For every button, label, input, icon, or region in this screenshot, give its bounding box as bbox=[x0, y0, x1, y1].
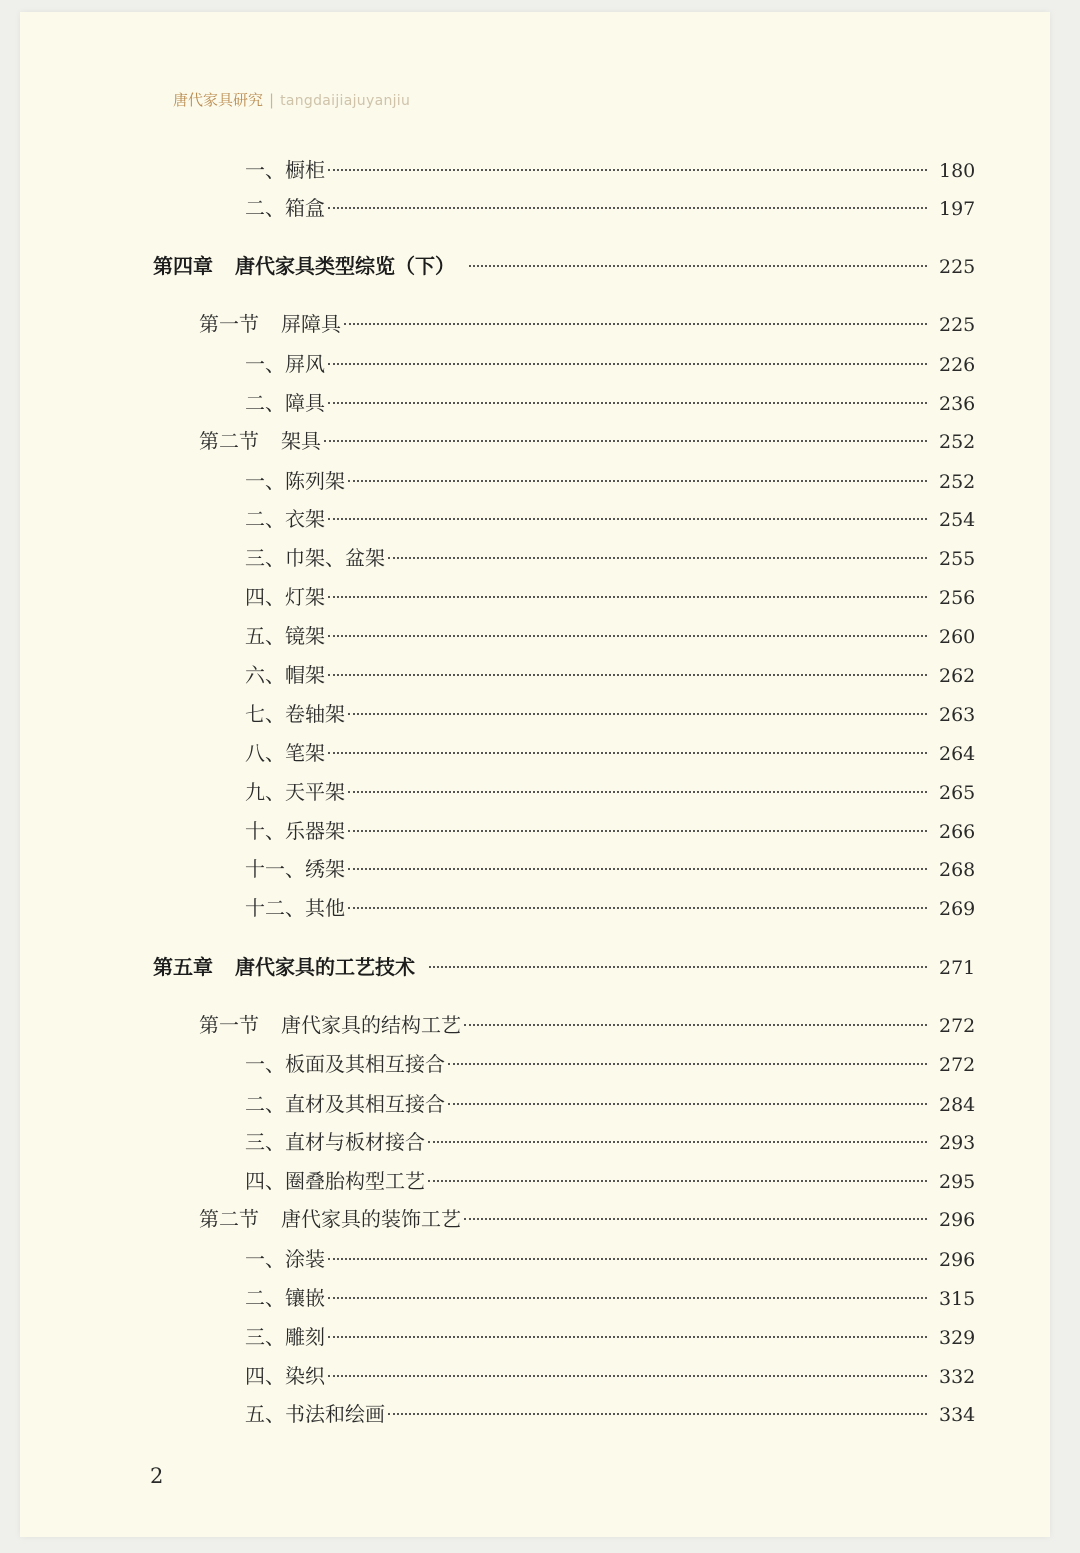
dot-leader bbox=[328, 207, 927, 209]
toc-entry-number: 十、 bbox=[245, 819, 285, 843]
toc-chapter-entry[interactable] bbox=[153, 252, 976, 280]
toc-entry-title: 涂装 bbox=[285, 1247, 325, 1271]
dot-leader bbox=[328, 674, 927, 676]
running-header bbox=[173, 90, 410, 111]
toc-entry-label bbox=[245, 778, 345, 806]
toc-item-entry[interactable] bbox=[245, 855, 976, 883]
dot-leader bbox=[328, 1258, 927, 1260]
toc-item-entry[interactable] bbox=[245, 700, 976, 728]
book-title: 唐代家具研究 bbox=[173, 91, 264, 109]
toc-entry-label bbox=[245, 855, 345, 883]
toc-entry-label bbox=[199, 427, 321, 455]
toc-entry-label bbox=[245, 1128, 425, 1156]
header-separator: | bbox=[269, 91, 275, 109]
toc-entry-title: 巾架、盆架 bbox=[285, 546, 385, 570]
dot-leader bbox=[464, 1024, 927, 1026]
toc-item-entry[interactable] bbox=[245, 194, 976, 222]
toc-entry-title: 帽架 bbox=[285, 663, 325, 687]
toc-entry-page: 197 bbox=[939, 198, 976, 220]
toc-item-entry[interactable] bbox=[245, 1128, 976, 1156]
toc-entry-title: 唐代家具类型综览（下） bbox=[235, 254, 455, 278]
dot-leader bbox=[388, 1413, 927, 1415]
dot-leader bbox=[429, 966, 927, 968]
dot-leader bbox=[344, 323, 927, 325]
toc-item-entry[interactable] bbox=[245, 467, 976, 495]
toc-entry-page: 262 bbox=[939, 665, 976, 687]
toc-entry-number: 八、 bbox=[245, 741, 285, 765]
toc-entry-label bbox=[245, 1284, 325, 1312]
dot-leader bbox=[464, 1218, 927, 1220]
toc-entry-title: 衣架 bbox=[285, 507, 325, 531]
toc-entry-title: 书法和绘画 bbox=[285, 1402, 385, 1426]
toc-entry-number: 第五章 bbox=[153, 955, 213, 979]
toc-entry-label bbox=[245, 350, 325, 378]
dot-leader bbox=[348, 791, 927, 793]
toc-entry-page: 268 bbox=[939, 859, 976, 881]
toc-entry-page: 296 bbox=[939, 1209, 976, 1231]
toc-item-entry[interactable] bbox=[245, 622, 976, 650]
toc-entry-label bbox=[245, 1323, 325, 1351]
toc-entry-number: 四、 bbox=[245, 1364, 285, 1388]
toc-entry-title: 染织 bbox=[285, 1364, 325, 1388]
toc-entry-title: 唐代家具的工艺技术 bbox=[235, 955, 415, 979]
dot-leader bbox=[328, 752, 927, 754]
dot-leader bbox=[328, 518, 927, 520]
toc-entry-title: 乐器架 bbox=[285, 819, 345, 843]
toc-section-entry[interactable] bbox=[199, 427, 976, 455]
book-title-pinyin: tangdaijiajuyanjiu bbox=[280, 93, 411, 109]
toc-entry-title: 笔架 bbox=[285, 741, 325, 765]
toc-entry-page: 293 bbox=[939, 1132, 976, 1154]
dot-leader bbox=[324, 440, 927, 442]
toc-entry-label bbox=[199, 1205, 461, 1233]
page-number: 2 bbox=[150, 1464, 164, 1488]
toc-item-entry[interactable] bbox=[245, 156, 976, 184]
toc-entry-label bbox=[245, 194, 325, 222]
toc-item-entry[interactable] bbox=[245, 350, 976, 378]
toc-entry-page: 252 bbox=[939, 431, 976, 453]
toc-entry-page: 265 bbox=[939, 782, 976, 804]
toc-item-entry[interactable] bbox=[245, 1050, 976, 1078]
toc-entry-page: 255 bbox=[939, 548, 976, 570]
dot-leader bbox=[448, 1063, 927, 1065]
toc-entry-label bbox=[245, 894, 345, 922]
dot-leader bbox=[328, 169, 927, 171]
dot-leader bbox=[328, 402, 927, 404]
toc-entry-number: 二、 bbox=[245, 1092, 285, 1116]
toc-item-entry[interactable] bbox=[245, 778, 976, 806]
dot-leader bbox=[328, 596, 927, 598]
toc-entry-number: 二、 bbox=[245, 507, 285, 531]
dot-leader bbox=[428, 1180, 927, 1182]
toc-entry-title: 障具 bbox=[285, 391, 325, 415]
toc-entry-label bbox=[245, 661, 325, 689]
toc-entry-title: 灯架 bbox=[285, 585, 325, 609]
toc-entry-label bbox=[245, 1090, 445, 1118]
toc-entry-page: 180 bbox=[939, 160, 976, 182]
toc-entry-label bbox=[199, 1011, 461, 1039]
toc-item-entry[interactable] bbox=[245, 739, 976, 767]
dot-leader bbox=[348, 868, 927, 870]
toc-item-entry[interactable] bbox=[245, 1284, 976, 1312]
toc-entry-label bbox=[245, 1245, 325, 1273]
toc-entry-title: 板面及其相互接合 bbox=[285, 1052, 445, 1076]
toc-entry-label bbox=[245, 544, 385, 572]
toc-item-entry[interactable] bbox=[245, 1362, 976, 1390]
toc-entry-label bbox=[245, 389, 325, 417]
toc-entry-label bbox=[245, 583, 325, 611]
dot-leader bbox=[328, 363, 927, 365]
toc-entry-number: 一、 bbox=[245, 352, 285, 376]
toc-entry-label bbox=[245, 156, 325, 184]
toc-item-entry[interactable] bbox=[245, 1167, 976, 1195]
toc-entry-label bbox=[245, 1167, 425, 1195]
toc-entry-title: 绣架 bbox=[305, 857, 345, 881]
toc-entry-label bbox=[153, 252, 455, 280]
toc-entry-number: 一、 bbox=[245, 158, 285, 182]
toc-entry-number: 一、 bbox=[245, 1052, 285, 1076]
toc-entry-number: 十一、 bbox=[245, 857, 305, 881]
toc-entry-number: 五、 bbox=[245, 1402, 285, 1426]
toc-entry-number: 三、 bbox=[245, 1130, 285, 1154]
toc-entry-page: 271 bbox=[939, 957, 976, 979]
toc-entry-page: 225 bbox=[939, 256, 976, 278]
dot-leader bbox=[328, 1375, 927, 1377]
toc-item-entry[interactable] bbox=[245, 1245, 976, 1273]
toc-entry-number: 七、 bbox=[245, 702, 285, 726]
toc-entry-number: 二、 bbox=[245, 391, 285, 415]
toc-entry-label bbox=[245, 505, 325, 533]
dot-leader bbox=[388, 557, 927, 559]
toc-entry-number: 第一节 bbox=[199, 312, 259, 336]
toc-item-entry[interactable] bbox=[245, 389, 976, 417]
toc-entry-title: 圈叠胎构型工艺 bbox=[285, 1169, 425, 1193]
toc-entry-title: 箱盒 bbox=[285, 196, 325, 220]
toc-entry-title: 唐代家具的结构工艺 bbox=[281, 1013, 461, 1037]
dot-leader bbox=[348, 830, 927, 832]
toc-entry-number: 一、 bbox=[245, 469, 285, 493]
toc-item-entry[interactable] bbox=[245, 583, 976, 611]
toc-entry-title: 直材及其相互接合 bbox=[285, 1092, 445, 1116]
dot-leader bbox=[348, 480, 927, 482]
toc-entry-page: 236 bbox=[939, 393, 976, 415]
toc-entry-label bbox=[245, 1400, 385, 1428]
toc-item-entry[interactable] bbox=[245, 661, 976, 689]
toc-entry-page: 269 bbox=[939, 898, 976, 920]
toc-entry-page: 329 bbox=[939, 1327, 976, 1349]
toc-entry-label bbox=[245, 467, 345, 495]
toc-entry-title: 屏风 bbox=[285, 352, 325, 376]
toc-entry-number: 三、 bbox=[245, 546, 285, 570]
toc-entry-title: 屏障具 bbox=[281, 312, 341, 336]
toc-entry-number: 六、 bbox=[245, 663, 285, 687]
dot-leader bbox=[328, 1297, 927, 1299]
toc-entry-title: 直材与板材接合 bbox=[285, 1130, 425, 1154]
dot-leader bbox=[469, 265, 927, 267]
toc-item-entry[interactable] bbox=[245, 894, 976, 922]
dot-leader bbox=[348, 713, 927, 715]
toc-item-entry[interactable] bbox=[245, 1090, 976, 1118]
toc-entry-page: 334 bbox=[939, 1404, 976, 1426]
toc-entry-page: 264 bbox=[939, 743, 976, 765]
toc-item-entry[interactable] bbox=[245, 544, 976, 572]
toc-section-entry[interactable] bbox=[199, 310, 976, 338]
dot-leader bbox=[348, 907, 927, 909]
toc-entry-number: 九、 bbox=[245, 780, 285, 804]
toc-entry-title: 雕刻 bbox=[285, 1325, 325, 1349]
toc-section-entry[interactable] bbox=[199, 1205, 976, 1233]
toc-entry-page: 272 bbox=[939, 1015, 976, 1037]
toc-entry-title: 其他 bbox=[305, 896, 345, 920]
toc-item-entry[interactable] bbox=[245, 1323, 976, 1351]
toc-entry-page: 332 bbox=[939, 1366, 976, 1388]
toc-entry-title: 卷轴架 bbox=[285, 702, 345, 726]
toc-entry-title: 镶嵌 bbox=[285, 1286, 325, 1310]
toc-entry-page: 315 bbox=[939, 1288, 976, 1310]
toc-entry-label bbox=[245, 817, 345, 845]
dot-leader bbox=[328, 1336, 927, 1338]
toc-entry-title: 天平架 bbox=[285, 780, 345, 804]
toc-entry-page: 296 bbox=[939, 1249, 976, 1271]
toc-entry-number: 第四章 bbox=[153, 254, 213, 278]
toc-entry-number: 四、 bbox=[245, 585, 285, 609]
toc-entry-label bbox=[199, 310, 341, 338]
toc-chapter-entry[interactable] bbox=[153, 953, 976, 981]
toc-entry-page: 225 bbox=[939, 314, 976, 336]
toc-entry-title: 唐代家具的装饰工艺 bbox=[281, 1207, 461, 1231]
toc-entry-title: 陈列架 bbox=[285, 469, 345, 493]
toc-entry-label bbox=[245, 1050, 445, 1078]
toc-entry-page: 272 bbox=[939, 1054, 976, 1076]
toc-entry-page: 252 bbox=[939, 471, 976, 493]
toc-entry-page: 256 bbox=[939, 587, 976, 609]
toc-entry-number: 五、 bbox=[245, 624, 285, 648]
toc-entry-number: 二、 bbox=[245, 196, 285, 220]
toc-entry-page: 254 bbox=[939, 509, 976, 531]
toc-entry-page: 226 bbox=[939, 354, 976, 376]
toc-entry-page: 260 bbox=[939, 626, 976, 648]
toc-item-entry[interactable] bbox=[245, 505, 976, 533]
toc-entry-number: 四、 bbox=[245, 1169, 285, 1193]
toc-entry-page: 295 bbox=[939, 1171, 976, 1193]
toc-entry-number: 十二、 bbox=[245, 896, 305, 920]
toc-entry-label bbox=[153, 953, 415, 981]
toc-entry-title: 架具 bbox=[281, 429, 321, 453]
toc-item-entry[interactable] bbox=[245, 1400, 976, 1428]
toc-entry-label bbox=[245, 622, 325, 650]
dot-leader bbox=[428, 1141, 927, 1143]
toc-section-entry[interactable] bbox=[199, 1011, 976, 1039]
dot-leader bbox=[448, 1103, 927, 1105]
toc-entry-title: 镜架 bbox=[285, 624, 325, 648]
toc-entry-number: 一、 bbox=[245, 1247, 285, 1271]
toc-entry-label bbox=[245, 1362, 325, 1390]
toc-entry-title: 橱柜 bbox=[285, 158, 325, 182]
toc-entry-number: 三、 bbox=[245, 1325, 285, 1349]
toc-entry-page: 263 bbox=[939, 704, 976, 726]
dot-leader bbox=[328, 635, 927, 637]
toc-item-entry[interactable] bbox=[245, 817, 976, 845]
toc-entry-number: 第二节 bbox=[199, 429, 259, 453]
toc-entry-page: 266 bbox=[939, 821, 976, 843]
toc-entry-label bbox=[245, 739, 325, 767]
toc-entry-number: 二、 bbox=[245, 1286, 285, 1310]
toc-entry-number: 第一节 bbox=[199, 1013, 259, 1037]
toc-entry-page: 284 bbox=[939, 1094, 976, 1116]
toc-entry-number: 第二节 bbox=[199, 1207, 259, 1231]
toc-entry-label bbox=[245, 700, 345, 728]
